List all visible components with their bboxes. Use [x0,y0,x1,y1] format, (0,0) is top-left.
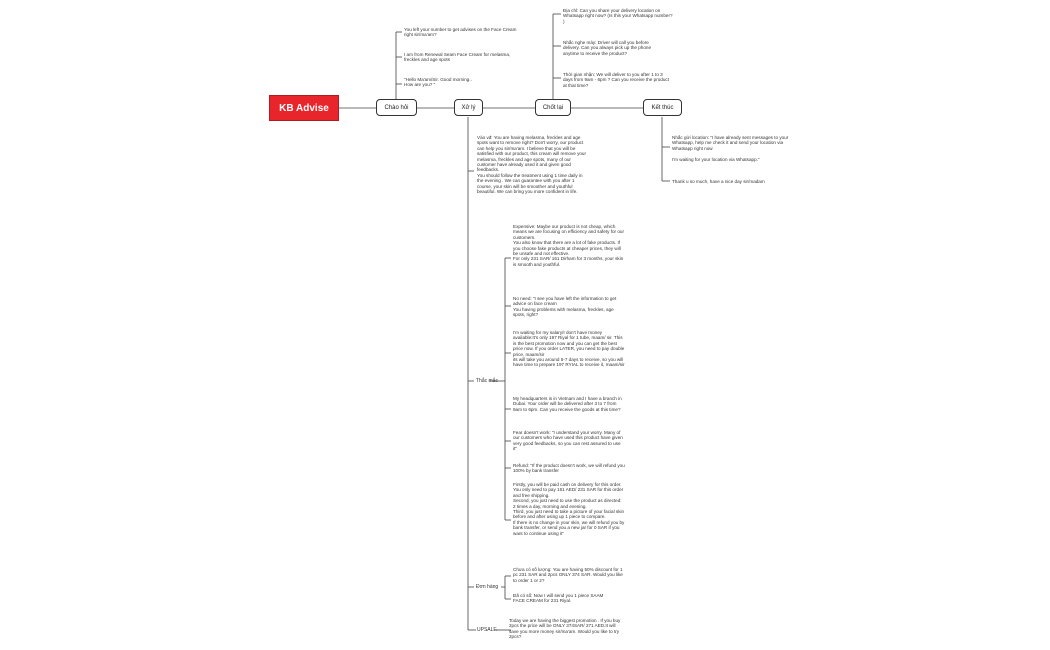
question-item: Firstly, you will be paid cash on delivery for this order. You only need to pay 161 AED/ 231 SAR for this order and free shipping. Second, you just need to use the product as directed: 2 times a day, morning and evening. Third, you just need to take a picture of your facial skin before and after using up 1 piece to compare. If there is no change in your skin, we will refund you by bank transfer, or send you a new jar for 0 SAR if you want to continue using it" [513,482,625,536]
greeting-item: I am from Renewal Seam Face Cream for melasma, freckles and age spots [404,52,511,63]
branch-orders[interactable]: Đơn hàng [476,584,499,590]
end-item: Thank u so much, have a nice day sir/madam [672,179,765,184]
order-item: Đã có số: Now I will send you 1 piece SAAM FACE CREAM for 231 Riyal. [513,593,604,604]
question-item: My headquarters is in Vietnam and I have a branch in Dubai. Your order will be delivered after 3 to 7 from 9am to 6pm. Can you receive the goods at this time? [513,396,622,412]
upsale-item: Today we are having the biggest promotion . If you buy 2pcs the price will be ONLY 374SAR/ 271 AED.It will save you more money sir/ma'am. Would you like to try 2pcs? [509,618,621,640]
node-greeting[interactable]: Chào hỏi [376,99,417,116]
question-item: Refund: "If the product doesn't work, we will refund you 100% by bank transfer [513,463,625,474]
node-handling[interactable]: Xử lý [454,99,483,116]
root-node[interactable]: KB Advise [269,95,339,121]
question-item: No need: "I see you have left the information to get advice on face cream You having problems with melasma, freckles, age spots, right? [513,296,617,318]
end-item: Nhắc gửi location: "I have already sent messages to your Whatsapp, help me check it and send your location via Whatsapp right now I'm waiting for your location via Whatsapp." [672,135,789,162]
branch-upsale[interactable]: UPSALE [477,627,497,633]
question-item: Expensive: Maybe our product is not cheap, which means we are focusing on efficiency and safety for our customers. You also know that there are a lot of fake products. If you choose fake products at cheaper prices, they will be unsafe and not effective. For only 231 SAR/ 161 Dirham for 3 months, your skin is smooth and youthful. [513,224,624,267]
node-closing[interactable]: Chốt lại [535,99,571,116]
node-end[interactable]: Kết thúc [643,99,682,116]
question-item: Fear doesn't work: "I understand your worry. Many of our customers who have used this product have given very good feedbacks, so you can rest assured to use it" [513,430,623,452]
question-item: I'm waiting for my salary/I don't have money available:It's only 197 Riyal for 1 tube, maam/ sir. This is the best promotion now and you can get the best price now. If you order LATER, you need to pay double price, maam/sir its will take you around 5-7 days to receive, so you will have time to prepare 197 RYIAL to receive it, maam/sir [513,330,625,368]
greeting-item: "Hello Ma'am/Sir. Good morning.. How are you? " [404,77,472,88]
closing-item: Thời gian nhận: We will deliver to you after 1 to 3 days from 9am - 6pm ? Can you receive the product at that time? [563,72,669,88]
branch-questions[interactable]: Thắc mắc [476,378,498,384]
order-item: Chưa có số lượng: You are having 50% discount for 1 pc 231 SAR and 2pcs ONLY 374 SAR. Would you like to order 1 or 2? [513,567,623,583]
greeting-item: You left your number to get advises on the Face Cream right sir/ma'am? [404,27,517,38]
handling-intro: Vào vđ: You are having melasma, freckles and age spots want to remove right? Don't worry, our product can help you sir/ma'am. I believe that you will be satisfied with our product, this cream will remove your melasma, freckles and age spots, many of our customer have already used it and given good feedbacks. You should follow the treatment using 1 time daily in the evening . We can guarantee with you after 1 course, your skin will be smoother and youthful beautiful. We can bring you more confident in life. [477,135,587,195]
closing-item: Địa chỉ: Can you share your delivery location on Whatsapp right now? (Is this your Whatsapp number? ) [563,8,673,24]
closing-item: Nhắc nghe máy: Driver will call you before delivery. Can you always pick up the phone anytime to receive the product? [563,40,652,56]
